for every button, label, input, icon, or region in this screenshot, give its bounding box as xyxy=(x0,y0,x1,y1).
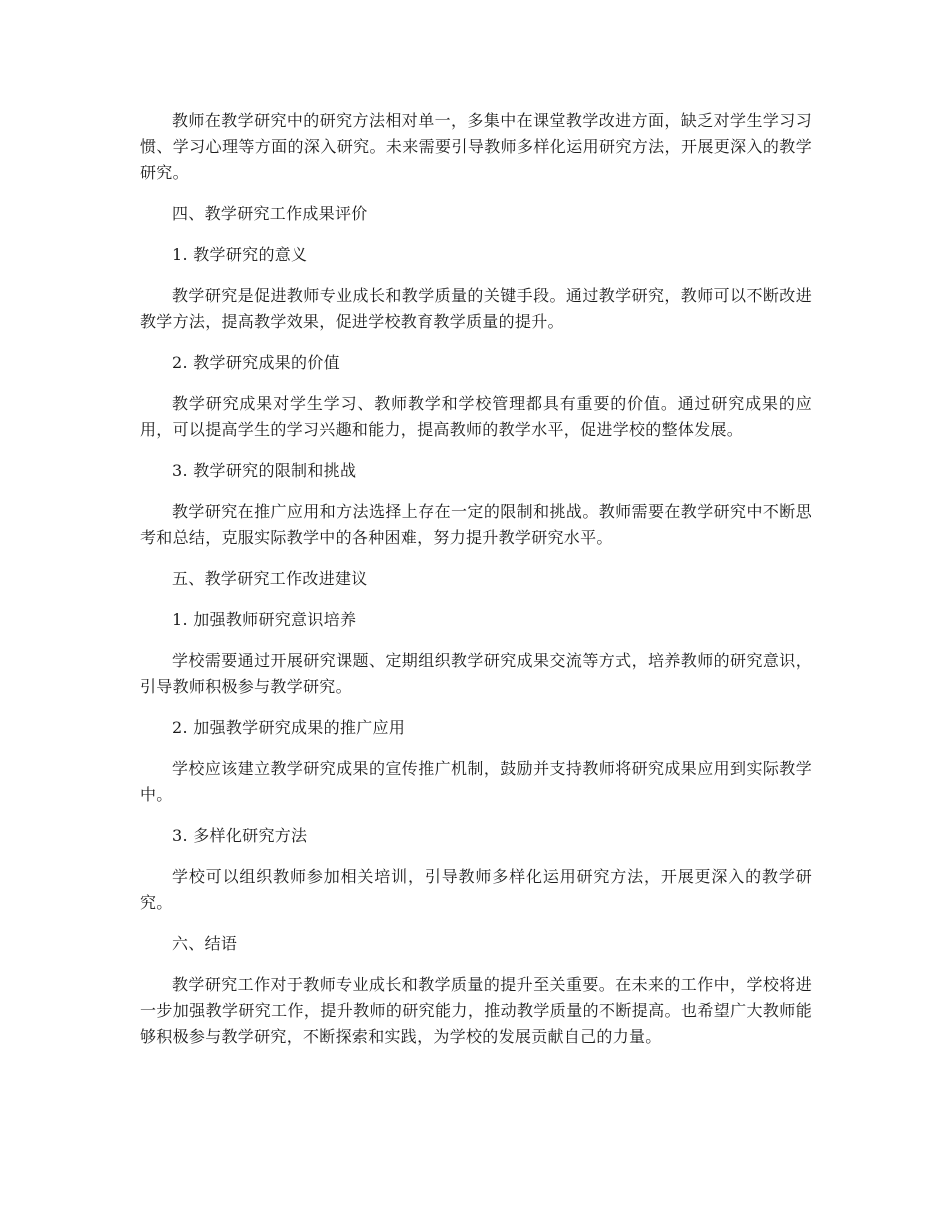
subsection-heading: 2. 加强教学研究成果的推广应用 xyxy=(172,718,406,737)
paragraph: 学校应该建立教学研究成果的宣传推广机制，鼓励并支持教师将研究成果应用到实际教学中。 xyxy=(140,759,812,804)
paragraph: 教学研究成果对学生学习、教师教学和学校管理都具有重要的价值。通过研究成果的应用，可以提高学生的学习兴趣和能力，提高教师的教学水平，促进学校的整体发展。 xyxy=(140,394,812,439)
subsection-heading: 3. 多样化研究方法 xyxy=(172,826,308,845)
paragraph: 学校可以组织教师参加相关培训，引导教师多样化运用研究方法，开展更深入的教学研究。 xyxy=(140,867,812,912)
paragraph: 教学研究在推广应用和方法选择上存在一定的限制和挑战。教师需要在教学研究中不断思考和总结，克服实际教学中的各种困难，努力提升教学研究水平。 xyxy=(140,502,812,547)
subsection-heading: 2. 教学研究成果的价值 xyxy=(172,353,340,372)
paragraph: 教师在教学研究中的研究方法相对单一，多集中在课堂教学改进方面，缺乏对学生学习习惯、学习心理等方面的深入研究。未来需要引导教师多样化运用研究方法，开展更深入的教学研究。 xyxy=(140,111,812,182)
paragraph: 教学研究是促进教师专业成长和教学质量的关键手段。通过教学研究，教师可以不断改进教学方法，提高教学效果，促进学校教育教学质量的提升。 xyxy=(140,286,812,331)
subsection-heading: 1. 教学研究的意义 xyxy=(172,245,308,264)
document-page xyxy=(140,108,812,1065)
subsection-heading: 1. 加强教师研究意识培养 xyxy=(172,610,357,629)
section-heading: 四、教学研究工作成果评价 xyxy=(172,204,368,223)
paragraph: 学校需要通过开展研究课题、定期组织教学研究成果交流等方式，培养教师的研究意识，引导教师积极参与教学研究。 xyxy=(140,651,812,696)
section-heading: 六、结语 xyxy=(172,934,238,953)
section-heading: 五、教学研究工作改进建议 xyxy=(172,569,368,588)
subsection-heading: 3. 教学研究的限制和挑战 xyxy=(172,461,357,480)
paragraph: 教学研究工作对于教师专业成长和教学质量的提升至关重要。在未来的工作中，学校将进一步加强教学研究工作，提升教师的研究能力，推动教学质量的不断提高。也希望广大教师能够积极参与教学研究，不断探索和实践，为学校的发展贡献自己的力量。 xyxy=(140,975,812,1046)
